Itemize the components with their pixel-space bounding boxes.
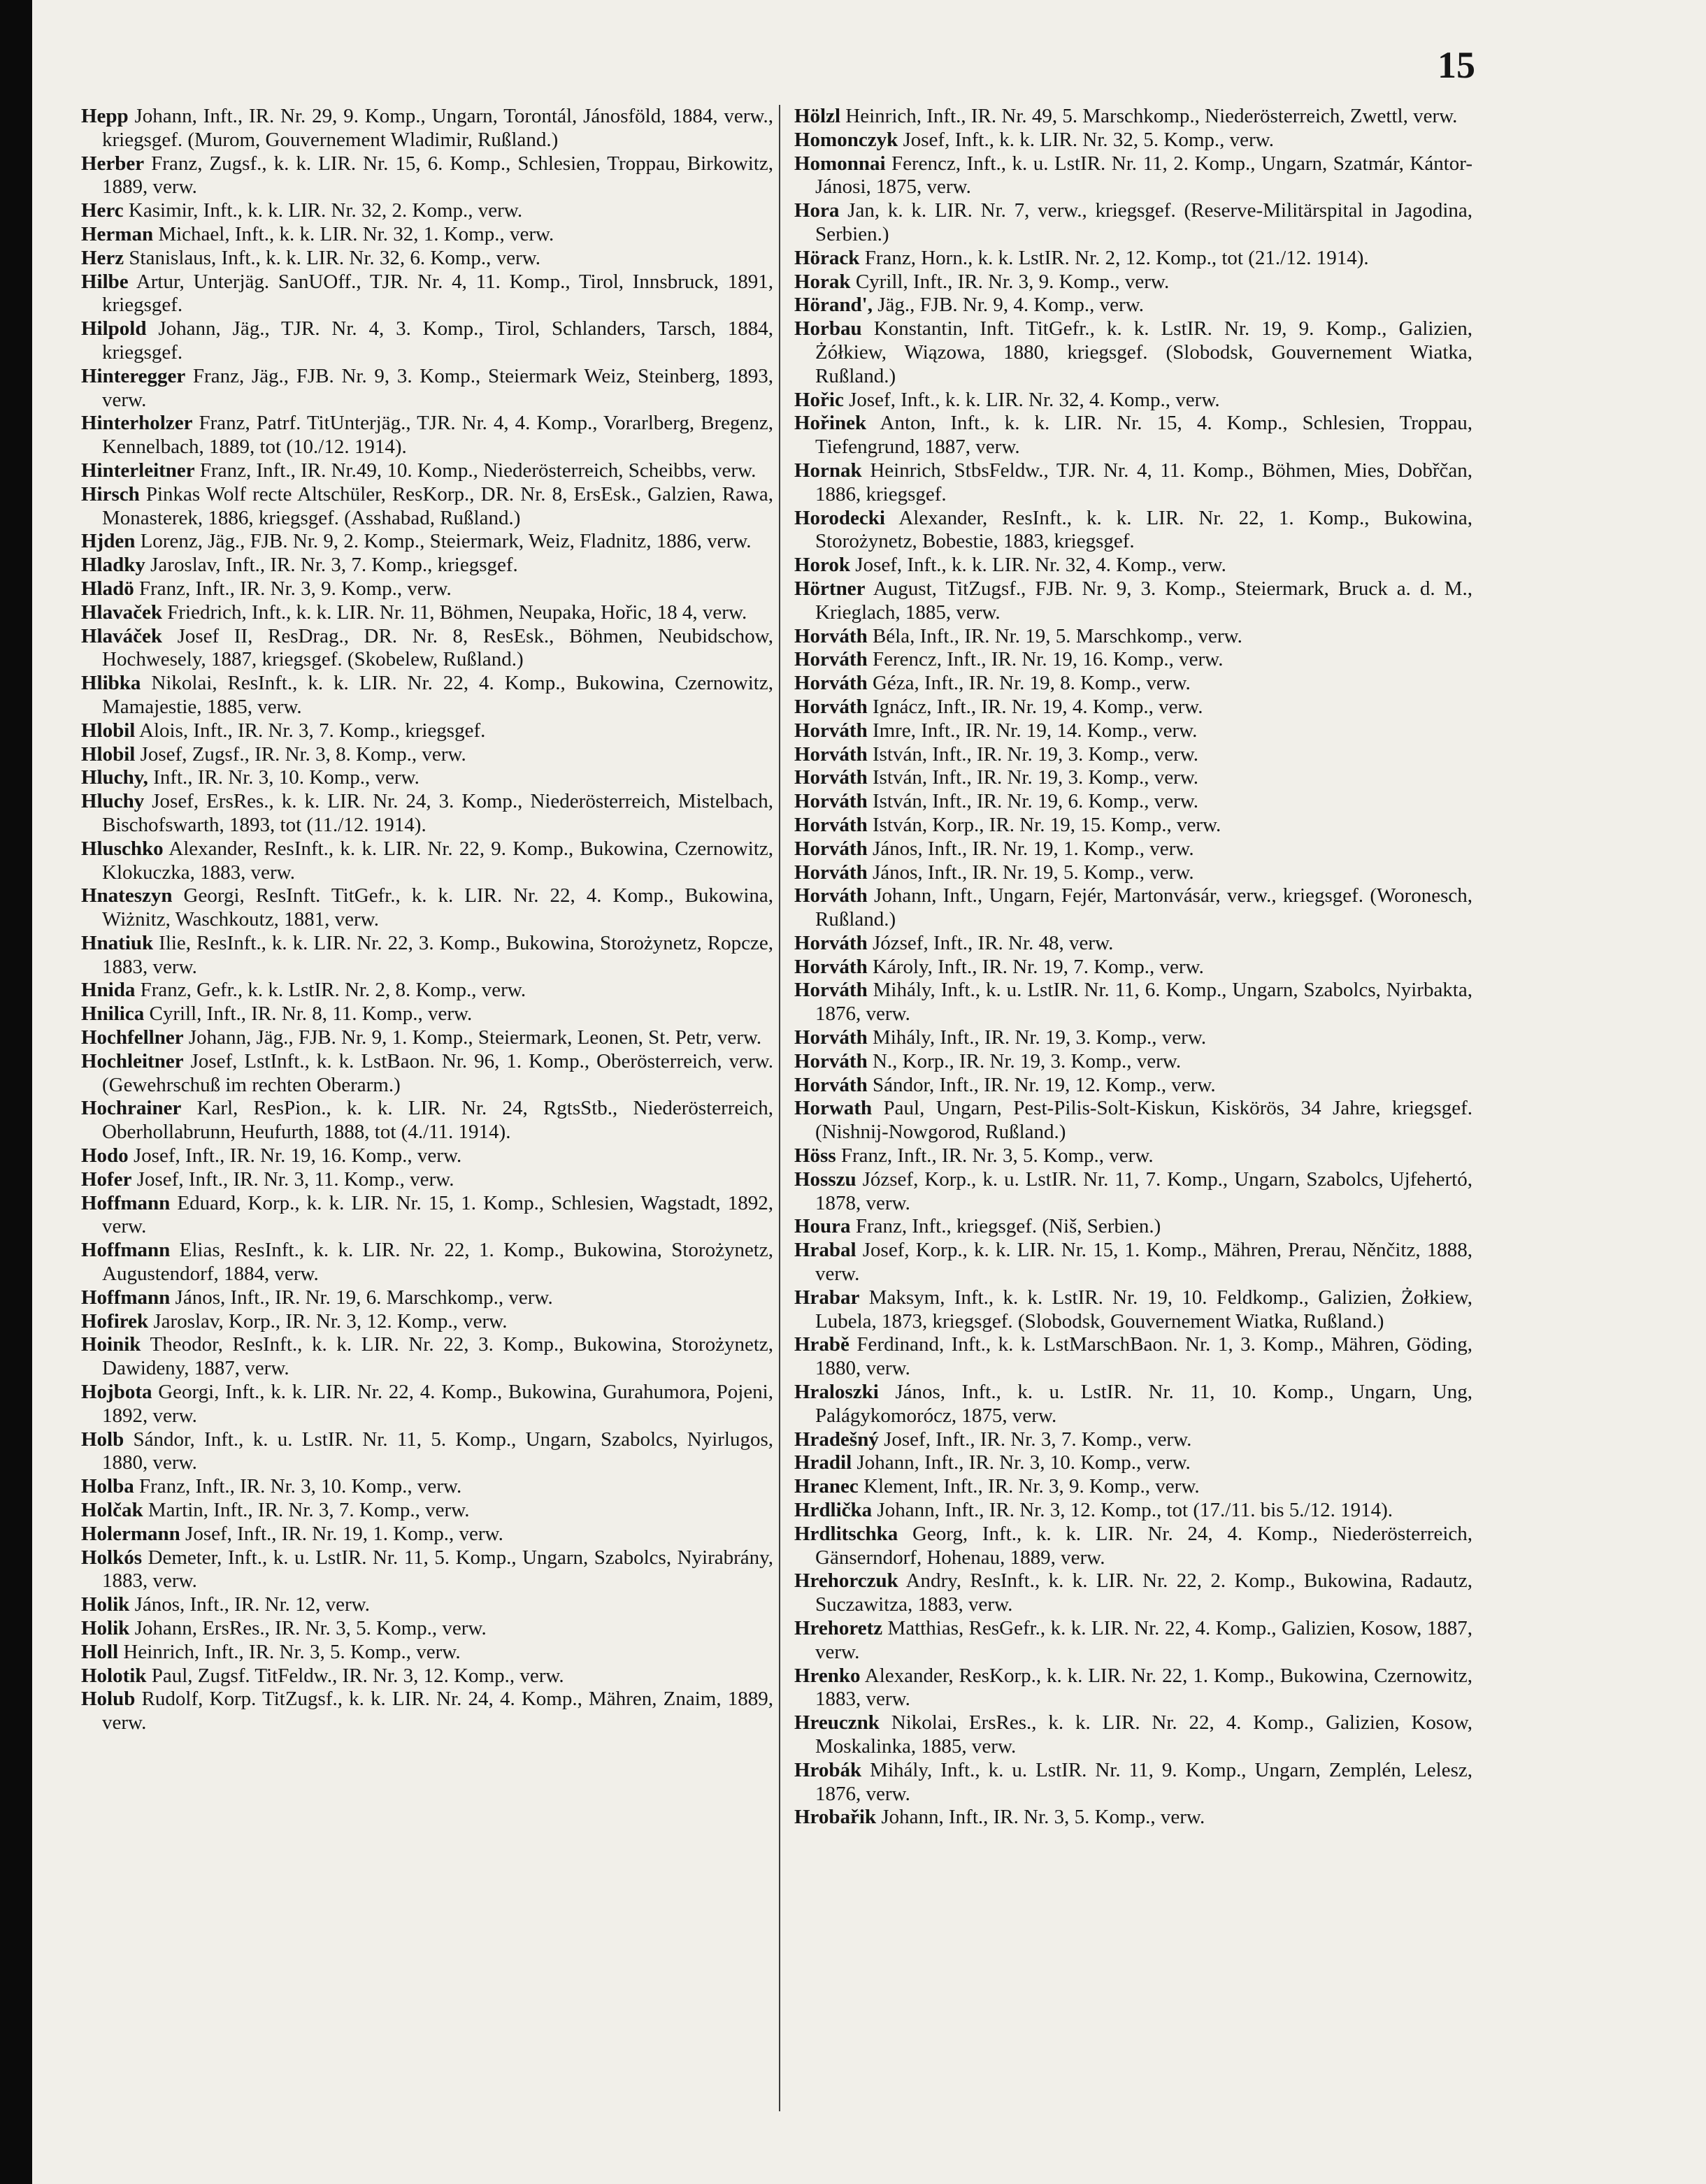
entry-details: Klement, Inft., IR. Nr. 3, 9. Komp., verw. — [858, 1475, 1200, 1498]
entry-details: Josef, Inft., IR. Nr. 3, 7. Komp., verw. — [878, 1428, 1192, 1451]
list-entry — [794, 577, 1472, 625]
entry-details: Mihály, Inft., k. u. LstIR. Nr. 11, 9. Komp., Ungarn, Zemplén, Lelesz, 1876, verw. — [815, 1758, 1472, 1805]
list-entry — [794, 1074, 1472, 1098]
list-entry — [81, 223, 773, 247]
entry-details: Franz, Inft., IR. Nr. 3, 5. Komp., verw. — [836, 1144, 1154, 1168]
entry-surname: Horak — [794, 270, 851, 293]
entry-surname: Hnatiuk — [81, 931, 154, 954]
list-entry — [81, 1523, 773, 1546]
list-entry — [794, 1097, 1472, 1144]
entry-details: Alois, Inft., IR. Nr. 3, 7. Komp., kriegsgef. — [135, 719, 486, 742]
list-entry — [794, 719, 1472, 743]
list-entry — [81, 1168, 773, 1192]
entry-details: Heinrich, Inft., IR. Nr. 3, 5. Komp., verw. — [118, 1640, 461, 1663]
entry-details: Inft., IR. Nr. 3, 10. Komp., verw. — [148, 766, 420, 789]
entry-details: Maksym, Inft., k. k. LstIR. Nr. 19, 10. Feldkomp., Galizien, Żołkiew, Lubela, 1873, kriegsgef. (Slobodsk, Gouvernement Wiatka, Rußland.) — [815, 1286, 1472, 1332]
entry-details: Franz, Patrf. TitUnterjäg., TJR. Nr. 4, 4. Komp., Vorarlberg, Bregenz, Kennelbach, 1889, tot (10./12. 1914). — [102, 412, 773, 459]
entry-details: Johann, Jäg., TJR. Nr. 4, 3. Komp., Tirol, Schlanders, Tarsch, 1884, kriegsgef. — [102, 317, 773, 364]
list-entry — [81, 672, 773, 719]
entry-details: Kasimir, Inft., k. k. LIR. Nr. 32, 2. Komp., verw. — [123, 199, 523, 222]
entry-surname: Hornak — [794, 459, 862, 482]
column-divider — [779, 105, 780, 2111]
list-entry — [794, 271, 1472, 294]
entry-details: Károly, Inft., IR. Nr. 19, 7. Komp., verw. — [867, 955, 1204, 978]
entry-surname: Hrobařik — [794, 1806, 877, 1829]
list-entry — [81, 743, 773, 767]
entry-surname: Hrdlička — [794, 1499, 873, 1522]
entry-details: Heinrich, StbsFeldw., TJR. Nr. 4, 11. Komp., Böhmen, Mies, Dobřčan, 1886, kriegsgef. — [815, 459, 1472, 505]
entry-surname: Hilpold — [81, 317, 147, 340]
list-entry — [794, 199, 1472, 247]
entry-details: Franz, Inft., kriegsgef. (Niš, Serbien.) — [850, 1215, 1161, 1238]
entry-surname: Horváth — [794, 931, 868, 954]
list-entry — [81, 152, 773, 200]
entry-details: Martin, Inft., IR. Nr. 3, 7. Komp., verw. — [143, 1499, 470, 1522]
entry-details: Ilie, ResInft., k. k. LIR. Nr. 22, 3. Komp., Bukowina, Storożynetz, Ropcze, 1883, verw. — [102, 931, 773, 978]
entry-surname: Hoffmann — [81, 1286, 171, 1309]
entry-surname: Hradil — [794, 1451, 852, 1474]
entry-surname: Hörtner — [794, 577, 866, 600]
page-number: 15 — [1438, 44, 1475, 86]
entry-surname: Horbau — [794, 317, 862, 340]
list-entry — [794, 412, 1472, 459]
list-entry — [81, 1688, 773, 1735]
list-entry — [794, 743, 1472, 767]
entry-details: Heinrich, Inft., IR. Nr. 49, 5. Marschkomp., Niederösterreich, Zwettl, verw. — [840, 105, 1458, 127]
entry-details: Josef, Inft., k. k. LIR. Nr. 32, 5. Komp., verw. — [898, 128, 1274, 151]
entry-details: Cyrill, Inft., IR. Nr. 3, 9. Komp., verw. — [850, 270, 1170, 293]
list-entry — [794, 554, 1472, 577]
entry-surname: Homonnai — [794, 152, 886, 175]
list-entry — [81, 1003, 773, 1026]
entry-surname: Höss — [794, 1144, 836, 1168]
list-entry — [81, 1239, 773, 1286]
entry-details: Franz, Horn., k. k. LstIR. Nr. 2, 12. Komp., tot (21./12. 1914). — [859, 246, 1369, 269]
list-entry — [794, 1475, 1472, 1499]
entry-surname: Hochfellner — [81, 1026, 184, 1049]
entry-surname: Holčak — [81, 1499, 143, 1522]
list-entry — [794, 814, 1472, 838]
entry-surname: Hluchy, — [81, 766, 148, 789]
entry-details: János, Inft., IR. Nr. 19, 5. Komp., verw. — [867, 861, 1194, 884]
entry-surname: Holik — [81, 1617, 130, 1639]
entry-surname: Hnateszyn — [81, 884, 173, 907]
entry-details: Johann, Inft., IR. Nr. 3, 10. Komp., verw. — [852, 1451, 1191, 1474]
entry-details: Josef, Inft., IR. Nr. 3, 11. Komp., verw. — [131, 1168, 454, 1191]
entry-surname: Hölzl — [794, 105, 841, 127]
entry-details: Josef, Inft., k. k. LIR. Nr. 32, 4. Komp., verw. — [850, 554, 1226, 577]
entry-surname: Hosszu — [794, 1168, 856, 1191]
entry-details: János, Inft., IR. Nr. 19, 6. Marschkomp., verw. — [170, 1286, 553, 1309]
entry-details: Nikolai, ErsRes., k. k. LIR. Nr. 22, 4. Komp., Galizien, Kosow, Moskalinka, 1885, verw. — [815, 1711, 1472, 1758]
list-entry — [794, 1428, 1472, 1452]
list-entry — [794, 648, 1472, 672]
list-entry — [794, 932, 1472, 956]
entry-details: Géza, Inft., IR. Nr. 19, 8. Komp., verw. — [867, 672, 1191, 695]
entry-details: János, Inft., k. u. LstIR. Nr. 11, 10. Komp., Ungarn, Ung, Palágykomorócz, 1875, verw. — [815, 1381, 1472, 1427]
list-entry — [81, 1546, 773, 1594]
entry-details: Mihály, Inft., IR. Nr. 19, 3. Komp., verw. — [867, 1026, 1207, 1049]
entry-details: Friedrich, Inft., k. k. LIR. Nr. 11, Böhmen, Neupaka, Hořic, 18 4, verw. — [162, 601, 747, 624]
entry-details: Johann, Inft., IR. Nr. 29, 9. Komp., Ungarn, Torontál, Jánosföld, 1884, verw., kriegsgef. (Murom, Gouvernement Wladimir, Rußland.) — [102, 105, 773, 151]
entry-surname: Herber — [81, 152, 145, 175]
entry-surname: Hrabě — [794, 1333, 850, 1356]
entry-details: Béla, Inft., IR. Nr. 19, 5. Marschkomp., verw. — [867, 624, 1242, 647]
list-entry — [81, 247, 773, 271]
entry-surname: Hlaváček — [81, 624, 162, 647]
entry-surname: Hrenko — [794, 1664, 861, 1687]
entry-surname: Horváth — [794, 1049, 868, 1072]
entry-details: Josef, Inft., k. k. LIR. Nr. 32, 4. Komp., verw. — [843, 388, 1220, 411]
list-entry — [81, 1192, 773, 1240]
entry-surname: Hluchy — [81, 790, 145, 813]
list-entry — [81, 1310, 773, 1334]
entry-surname: Hrobák — [794, 1758, 862, 1781]
entry-surname: Horváth — [794, 955, 868, 978]
entry-details: Mihály, Inft., k. u. LstIR. Nr. 11, 6. Komp., Ungarn, Szabolcs, Nyirbakta, 1876, verw. — [815, 979, 1472, 1026]
entry-surname: Hora — [794, 199, 840, 222]
list-entry — [81, 271, 773, 318]
entry-surname: Hochleitner — [81, 1049, 184, 1072]
entry-surname: Holba — [81, 1475, 134, 1498]
entry-details: István, Inft., IR. Nr. 19, 3. Komp., verw. — [867, 742, 1199, 766]
list-entry — [794, 1617, 1472, 1665]
entry-surname: Hoffmann — [81, 1239, 171, 1262]
entry-surname: Horváth — [794, 624, 868, 647]
list-entry — [794, 507, 1472, 554]
entry-details: Jäg., FJB. Nr. 9, 4. Komp., verw. — [873, 294, 1145, 317]
list-entry — [794, 790, 1472, 814]
entry-surname: Hinterholzer — [81, 412, 193, 435]
list-entry — [794, 1711, 1472, 1759]
entry-details: Konstantin, Inft. TitGefr., k. k. LstIR. Nr. 19, 9. Komp., Galizien, Żółkiew, Wiązowa, 1880, kriegsgef. (Slobodsk, Gouvernement Wiatka, Rußland.) — [815, 317, 1472, 387]
entry-details: Artur, Unterjäg. SanUOff., TJR. Nr. 4, 11. Komp., Tirol, Innsbruck, 1891, kriegsgef. — [102, 270, 773, 317]
list-entry — [794, 672, 1472, 696]
entry-details: István, Korp., IR. Nr. 19, 15. Komp., verw. — [867, 813, 1221, 836]
list-entry — [794, 1665, 1472, 1712]
list-entry — [794, 459, 1472, 507]
entry-details: Alexander, ResKorp., k. k. LIR. Nr. 22, 1. Komp., Bukowina, Czernowitz, 1883, verw. — [815, 1664, 1472, 1711]
entry-surname: Hinteregger — [81, 364, 186, 387]
list-entry — [81, 790, 773, 838]
list-entry — [794, 129, 1472, 152]
list-entry — [81, 766, 773, 790]
list-entry — [794, 1759, 1472, 1806]
list-entry — [81, 1499, 773, 1523]
entry-details: Sándor, Inft., IR. Nr. 19, 12. Komp., verw. — [867, 1073, 1216, 1096]
entry-surname: Horváth — [794, 719, 868, 742]
entry-surname: Holub — [81, 1688, 136, 1711]
entry-surname: Holik — [81, 1593, 130, 1616]
list-entry — [81, 577, 773, 601]
entry-details: Imre, Inft., IR. Nr. 19, 14. Komp., verw. — [867, 719, 1198, 742]
entry-details: Josef, LstInft., k. k. LstBaon. Nr. 96, 1. Komp., Oberösterreich, verw. (Gewehrschuß im rechten Oberarm.) — [102, 1049, 773, 1096]
list-entry — [81, 105, 773, 152]
list-entry — [794, 861, 1472, 885]
entry-surname: Hlobil — [81, 742, 136, 766]
entry-details: Nikolai, ResInft., k. k. LIR. Nr. 22, 4. Komp., Bukowina, Czernowitz, Mamajestie, 1885, verw. — [102, 672, 773, 718]
entry-surname: Hnilica — [81, 1003, 145, 1026]
list-entry — [794, 1286, 1472, 1334]
entry-surname: Hochrainer — [81, 1097, 182, 1120]
entry-details: Sándor, Inft., k. u. LstIR. Nr. 11, 5. Komp., Ungarn, Szabolcs, Nyirlugos, 1880, verw. — [102, 1428, 773, 1474]
entry-surname: Hinterleitner — [81, 459, 195, 482]
list-entry — [81, 1097, 773, 1144]
entry-details: Alexander, ResInft., k. k. LIR. Nr. 22, 9. Komp., Bukowina, Czernowitz, Klokuczka, 1883, verw. — [102, 837, 773, 884]
entry-details: Johann, Inft., Ungarn, Fejér, Martonvásár, verw., kriegsgef. (Woronesch, Rußland.) — [815, 884, 1472, 931]
entry-details: Paul, Ungarn, Pest-Pilis-Solt-Kiskun, Kiskörös, 34 Jahre, kriegsgef. (Nishnij-Nowgorod, Rußland.) — [815, 1097, 1472, 1144]
entry-surname: Hörand', — [794, 294, 873, 317]
entry-surname: Hlavaček — [81, 601, 162, 624]
list-entry — [794, 152, 1472, 200]
list-entry — [81, 1665, 773, 1688]
entry-details: Georgi, ResInft. TitGefr., k. k. LIR. Nr. 22, 4. Komp., Bukowina, Wiżnitz, Waschkoutz, 1881, verw. — [102, 884, 773, 931]
entry-surname: Holl — [81, 1640, 119, 1663]
entry-surname: Holermann — [81, 1522, 180, 1545]
entry-surname: Horváth — [794, 1073, 868, 1096]
entry-details: Alexander, ResInft., k. k. LIR. Nr. 22, 1. Komp., Bukowina, Storożynetz, Bobestie, 1883, kriegsgef. — [815, 506, 1472, 553]
entry-surname: Homonczyk — [794, 128, 898, 151]
entry-surname: Hoinik — [81, 1333, 141, 1356]
list-entry — [81, 459, 773, 483]
entry-surname: Hraloszki — [794, 1381, 879, 1404]
entry-details: August, TitZugsf., FJB. Nr. 9, 3. Komp., Steiermark, Bruck a. d. M., Krieglach, 1885, verw. — [815, 577, 1472, 624]
entry-details: Michael, Inft., k. k. LIR. Nr. 32, 1. Komp., verw. — [153, 222, 554, 245]
entry-details: Georg, Inft., k. k. LIR. Nr. 24, 4. Komp., Niederösterreich, Gänserndorf, Hohenau, 1889, verw. — [815, 1522, 1472, 1569]
list-entry — [81, 1144, 773, 1168]
entry-surname: Holotik — [81, 1664, 147, 1687]
list-entry — [794, 838, 1472, 861]
entry-surname: Horok — [794, 554, 851, 577]
entry-surname: Herman — [81, 222, 154, 245]
entry-surname: Horváth — [794, 790, 868, 813]
entry-surname: Horváth — [794, 742, 868, 766]
entry-surname: Holb — [81, 1428, 124, 1451]
list-entry — [81, 1026, 773, 1050]
list-entry — [81, 719, 773, 743]
list-entry — [794, 696, 1472, 719]
list-entry — [81, 1617, 773, 1641]
entry-details: Paul, Zugsf. TitFeldw., IR. Nr. 3, 12. Komp., verw. — [146, 1664, 564, 1687]
list-entry — [81, 1593, 773, 1617]
list-entry — [794, 1523, 1472, 1570]
list-entry — [81, 838, 773, 885]
entry-surname: Horváth — [794, 672, 868, 695]
list-entry — [794, 1381, 1472, 1428]
entry-surname: Hirsch — [81, 482, 140, 505]
list-entry — [794, 247, 1472, 271]
entry-details: Karl, ResPion., k. k. LIR. Nr. 24, RgtsStb., Niederösterreich, Oberhollabrunn, Heufurth, 1888, tot (4./11. 1914). — [102, 1097, 773, 1144]
entry-details: Elias, ResInft., k. k. LIR. Nr. 22, 1. Komp., Bukowina, Storożynetz, Augustendorf, 1884, verw. — [102, 1239, 773, 1286]
entry-details: Andry, ResInft., k. k. LIR. Nr. 22, 2. Komp., Bukowina, Radautz, Suczawitza, 1883, verw. — [815, 1569, 1472, 1616]
list-entry — [794, 389, 1472, 412]
entry-details: Eduard, Korp., k. k. LIR. Nr. 15, 1. Komp., Schlesien, Wagstadt, 1892, verw. — [102, 1191, 773, 1238]
entry-surname: Hepp — [81, 105, 129, 127]
entry-surname: Hnida — [81, 979, 136, 1002]
entry-details: Josef II, ResDrag., DR. Nr. 8, ResEsk., Böhmen, Neubidschow, Hochwesely, 1887, kriegsgef. (Skobelew, Rußland.) — [102, 624, 773, 671]
entry-details: Ferencz, Inft., IR. Nr. 19, 16. Komp., verw. — [867, 648, 1224, 671]
entry-surname: Hrabal — [794, 1239, 856, 1262]
entry-details: Georgi, Inft., k. k. LIR. Nr. 22, 4. Komp., Bukowina, Gurahumora, Pojeni, 1892, verw. — [102, 1381, 773, 1427]
entry-surname: Horváth — [794, 766, 868, 789]
list-entry — [81, 365, 773, 412]
entry-details: Anton, Inft., k. k. LIR. Nr. 15, 4. Komp., Schlesien, Troppau, Tiefengrund, 1887, verw. — [815, 412, 1472, 459]
entry-details: János, Inft., IR. Nr. 19, 1. Komp., verw. — [867, 837, 1194, 860]
list-entry — [81, 1286, 773, 1310]
list-entry — [794, 1215, 1472, 1239]
entry-surname: Hojbota — [81, 1381, 152, 1404]
list-entry — [81, 1381, 773, 1428]
entry-surname: Hladky — [81, 554, 145, 577]
entry-details: N., Korp., IR. Nr. 19, 3. Komp., verw. — [867, 1049, 1182, 1072]
entry-surname: Horodecki — [794, 506, 885, 529]
list-entry — [81, 1050, 773, 1098]
list-entry — [81, 1333, 773, 1381]
entry-surname: Horváth — [794, 979, 868, 1002]
entry-surname: Hlibka — [81, 672, 141, 695]
entry-details: István, Inft., IR. Nr. 19, 3. Komp., verw. — [867, 766, 1199, 789]
list-entry — [794, 1144, 1472, 1168]
list-entry — [794, 1050, 1472, 1074]
left-column — [81, 105, 773, 1735]
entry-details: Johann, Jäg., FJB. Nr. 9, 1. Komp., Steiermark, Leonen, St. Petr, verw. — [183, 1026, 762, 1049]
entry-surname: Hilbe — [81, 270, 129, 293]
list-entry — [794, 1168, 1472, 1216]
entry-details: Josef, Inft., IR. Nr. 19, 16. Komp., verw. — [128, 1144, 462, 1168]
entry-details: Franz, Gefr., k. k. LstIR. Nr. 2, 8. Komp., verw. — [135, 979, 526, 1002]
entry-details: Jaroslav, Inft., IR. Nr. 3, 7. Komp., kriegsgef. — [145, 554, 518, 577]
list-entry — [81, 601, 773, 625]
list-entry — [794, 1569, 1472, 1617]
entry-details: Demeter, Inft., k. u. LstIR. Nr. 11, 5. Komp., Ungarn, Szabolcs, Nyirabrány, 1883, verw. — [102, 1546, 773, 1593]
entry-surname: Hořinek — [794, 412, 867, 435]
entry-surname: Horváth — [794, 695, 868, 718]
entry-details: István, Inft., IR. Nr. 19, 6. Komp., verw. — [867, 790, 1199, 813]
entry-surname: Horváth — [794, 884, 868, 907]
list-entry — [81, 1475, 773, 1499]
entry-surname: Hreucznk — [794, 1711, 880, 1734]
entry-surname: Houra — [794, 1215, 851, 1238]
list-entry — [81, 199, 773, 223]
entry-details: Jan, k. k. LIR. Nr. 7, verw., kriegsgef. (Reserve-Militärspital in Jagodina, Serbien.) — [815, 199, 1472, 245]
entry-details: Matthias, ResGefr., k. k. LIR. Nr. 22, 4. Komp., Galizien, Kosow, 1887, verw. — [815, 1617, 1472, 1663]
entry-surname: Hrabar — [794, 1286, 860, 1309]
list-entry — [794, 294, 1472, 317]
list-entry — [81, 625, 773, 673]
entry-surname: Horváth — [794, 861, 868, 884]
entry-details: Josef, Zugsf., IR. Nr. 3, 8. Komp., verw. — [135, 742, 466, 766]
entry-details: Jaroslav, Korp., IR. Nr. 3, 12. Komp., verw. — [148, 1309, 508, 1332]
list-entry — [794, 1451, 1472, 1475]
entry-surname: Hjden — [81, 530, 136, 553]
entry-details: Ferencz, Inft., k. u. LstIR. Nr. 11, 2. Komp., Ungarn, Szatmár, Kántor-Jánosi, 1875, verw. — [815, 152, 1472, 199]
entry-surname: Hörack — [794, 246, 860, 269]
entry-details: Franz, Inft., IR. Nr. 3, 9. Komp., verw. — [134, 577, 452, 600]
list-entry — [81, 932, 773, 979]
list-entry — [81, 483, 773, 531]
entry-details: János, Inft., IR. Nr. 12, verw. — [129, 1593, 370, 1616]
entry-surname: Holkós — [81, 1546, 143, 1569]
list-entry — [81, 1641, 773, 1665]
entry-surname: Hrdlitschka — [794, 1522, 898, 1545]
list-entry — [81, 979, 773, 1003]
list-entry — [81, 554, 773, 577]
entry-details: Franz, Zugsf., k. k. LIR. Nr. 15, 6. Komp., Schlesien, Troppau, Birkowitz, 1889, verw. — [102, 152, 773, 199]
entry-surname: Herc — [81, 199, 124, 222]
list-entry — [794, 884, 1472, 932]
list-entry — [81, 884, 773, 932]
entry-details: Johann, ErsRes., IR. Nr. 3, 5. Komp., verw. — [129, 1617, 487, 1639]
list-entry — [81, 1428, 773, 1476]
list-entry — [794, 1806, 1472, 1830]
entry-details: Josef, Inft., IR. Nr. 19, 1. Komp., verw. — [180, 1522, 503, 1545]
entry-surname: Hluschko — [81, 837, 164, 860]
entry-surname: Horváth — [794, 648, 868, 671]
book-page — [32, 0, 1706, 2184]
list-entry — [794, 317, 1472, 388]
entry-details: Ignácz, Inft., IR. Nr. 19, 4. Komp., verw. — [867, 695, 1203, 718]
list-entry — [794, 1499, 1472, 1523]
entry-details: Franz, Inft., IR. Nr. 3, 10. Komp., verw. — [134, 1475, 462, 1498]
list-entry — [794, 1026, 1472, 1050]
entry-details: Ferdinand, Inft., k. k. LstMarschBaon. Nr. 1, 3. Komp., Mähren, Göding, 1880, verw. — [815, 1333, 1472, 1380]
list-entry — [794, 625, 1472, 649]
entry-surname: Hladö — [81, 577, 134, 600]
list-entry — [794, 766, 1472, 790]
entry-details: Stanislaus, Inft., k. k. LIR. Nr. 32, 6. Komp., verw. — [124, 246, 540, 269]
entry-surname: Hlobil — [81, 719, 136, 742]
entry-details: József, Korp., k. u. LstIR. Nr. 11, 7. Komp., Ungarn, Szabolcs, Ujfehertó, 1878, verw. — [815, 1168, 1472, 1214]
entry-details: Josef, ErsRes., k. k. LIR. Nr. 24, 3. Komp., Niederösterreich, Mistelbach, Bischofswarth, 1893, tot (11./12. 1914). — [102, 790, 773, 836]
entry-details: Cyrill, Inft., IR. Nr. 8, 11. Komp., verw. — [144, 1003, 473, 1026]
entry-details: Josef, Korp., k. k. LIR. Nr. 15, 1. Komp., Mähren, Prerau, Něnčitz, 1888, verw. — [815, 1239, 1472, 1286]
entry-surname: Hofirek — [81, 1309, 149, 1332]
list-entry — [81, 317, 773, 365]
list-entry — [81, 412, 773, 459]
entry-surname: Horváth — [794, 1026, 868, 1049]
list-entry — [794, 979, 1472, 1026]
entry-surname: Hranec — [794, 1475, 859, 1498]
entry-details: József, Inft., IR. Nr. 48, verw. — [867, 931, 1114, 954]
entry-details: Rudolf, Korp. TitZugsf., k. k. LIR. Nr. 24, 4. Komp., Mähren, Znaim, 1889, verw. — [102, 1688, 773, 1734]
entry-surname: Hradešný — [794, 1428, 879, 1451]
entry-details: Lorenz, Jäg., FJB. Nr. 9, 2. Komp., Steiermark, Weiz, Fladnitz, 1886, verw. — [135, 530, 752, 553]
entry-surname: Hodo — [81, 1144, 129, 1168]
entry-surname: Hořic — [794, 388, 844, 411]
entry-surname: Hrehoretz — [794, 1617, 883, 1639]
entry-details: Johann, Inft., IR. Nr. 3, 5. Komp., verw. — [876, 1806, 1205, 1829]
entry-details: Franz, Inft., IR. Nr.49, 10. Komp., Niederösterreich, Scheibbs, verw. — [194, 459, 757, 482]
entry-surname: Hrehorczuk — [794, 1569, 898, 1593]
list-entry — [794, 1239, 1472, 1286]
list-entry — [81, 530, 773, 554]
entry-surname: Horwath — [794, 1097, 873, 1120]
list-entry — [794, 105, 1472, 129]
entry-surname: Hofer — [81, 1168, 132, 1191]
entry-surname: Hoffmann — [81, 1191, 171, 1214]
entry-details: Theodor, ResInft., k. k. LIR. Nr. 22, 3. Komp., Bukowina, Storożynetz, Dawideny, 1887, verw. — [102, 1333, 773, 1380]
entry-details: Pinkas Wolf recte Altschüler, ResKorp., DR. Nr. 8, ErsEsk., Galzien, Rawa, Monasterek, 1886, kriegsgef. (Asshabad, Rußland.) — [102, 482, 773, 529]
entry-surname: Horváth — [794, 813, 868, 836]
entry-details: Johann, Inft., IR. Nr. 3, 12. Komp., tot (17./11. bis 5./12. 1914). — [872, 1499, 1393, 1522]
right-column — [794, 105, 1472, 1830]
list-entry — [794, 1333, 1472, 1381]
entry-surname: Horváth — [794, 837, 868, 860]
entry-surname: Herz — [81, 246, 124, 269]
list-entry — [794, 956, 1472, 979]
entry-details: Franz, Jäg., FJB. Nr. 9, 3. Komp., Steiermark Weiz, Steinberg, 1893, verw. — [102, 364, 773, 411]
